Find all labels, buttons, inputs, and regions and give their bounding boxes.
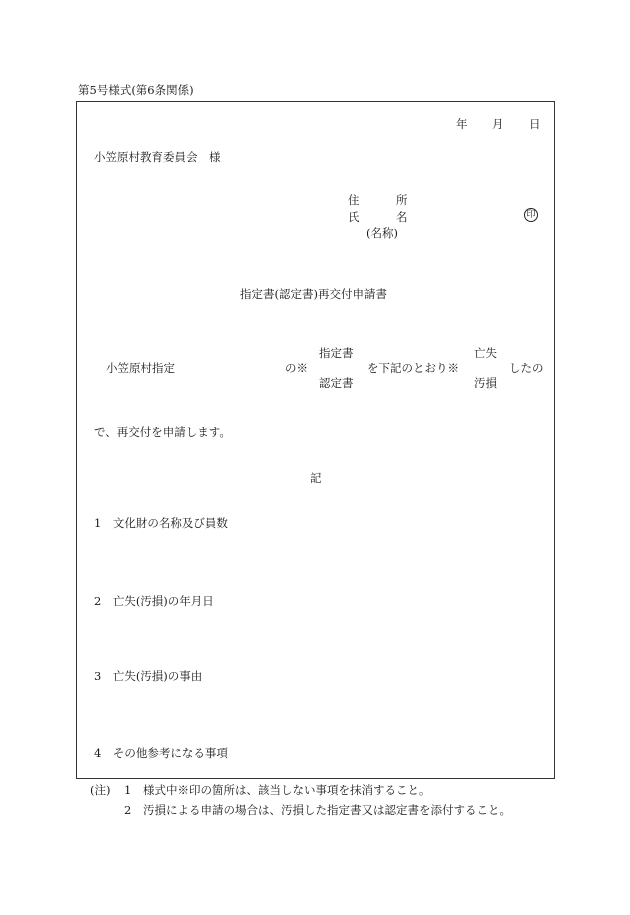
as-follows-text: を下記のとおり※ <box>367 361 459 375</box>
note-1-number: 1 <box>124 783 132 797</box>
note-2-text: 汚損による申請の場合は、汚損した指定書又は認定書を添付すること。 <box>143 803 511 817</box>
request-text: で、再交付を申請します。 <box>94 425 231 439</box>
notes-label: (注) <box>90 783 111 797</box>
date-year-label: 年 <box>456 117 468 131</box>
item-4: 4 その他参考になる事項 <box>94 746 228 760</box>
addressee: 小笠原村教育委員会 様 <box>94 150 221 164</box>
loss-option-damaged: 汚損 <box>474 376 497 390</box>
loss-option-lost: 亡失 <box>474 346 497 360</box>
date-day-label: 日 <box>529 117 541 131</box>
address-label-2: 所 <box>396 193 408 207</box>
date-month-label: 月 <box>492 117 504 131</box>
corporate-name-label: (名称) <box>366 226 398 240</box>
document-title: 指定書(認定書)再交付申請書 <box>240 287 387 301</box>
note-2-number: 2 <box>124 803 132 817</box>
item-1: 1 文化財の名称及び員数 <box>94 516 228 530</box>
doc-option-certification: 認定書 <box>319 376 354 390</box>
name-label-2: 名 <box>396 210 408 224</box>
seal-mark: 印 <box>524 208 538 222</box>
note-1-text: 様式中※印の箇所は、該当しない事項を抹消すること。 <box>143 783 431 797</box>
designation-text: 小笠原村指定 <box>106 361 175 375</box>
ki-heading: 記 <box>310 471 322 485</box>
doc-option-designation: 指定書 <box>319 346 354 360</box>
item-2: 2 亡失(汚損)の年月日 <box>94 594 214 608</box>
name-label-1: 氏 <box>348 210 360 224</box>
item-3: 3 亡失(汚損)の事由 <box>94 669 203 683</box>
did-text: したの <box>509 361 544 375</box>
address-label-1: 住 <box>348 193 360 207</box>
form-number: 第5号様式(第6条関係) <box>78 83 194 97</box>
no-mark-text: の※ <box>285 361 308 375</box>
